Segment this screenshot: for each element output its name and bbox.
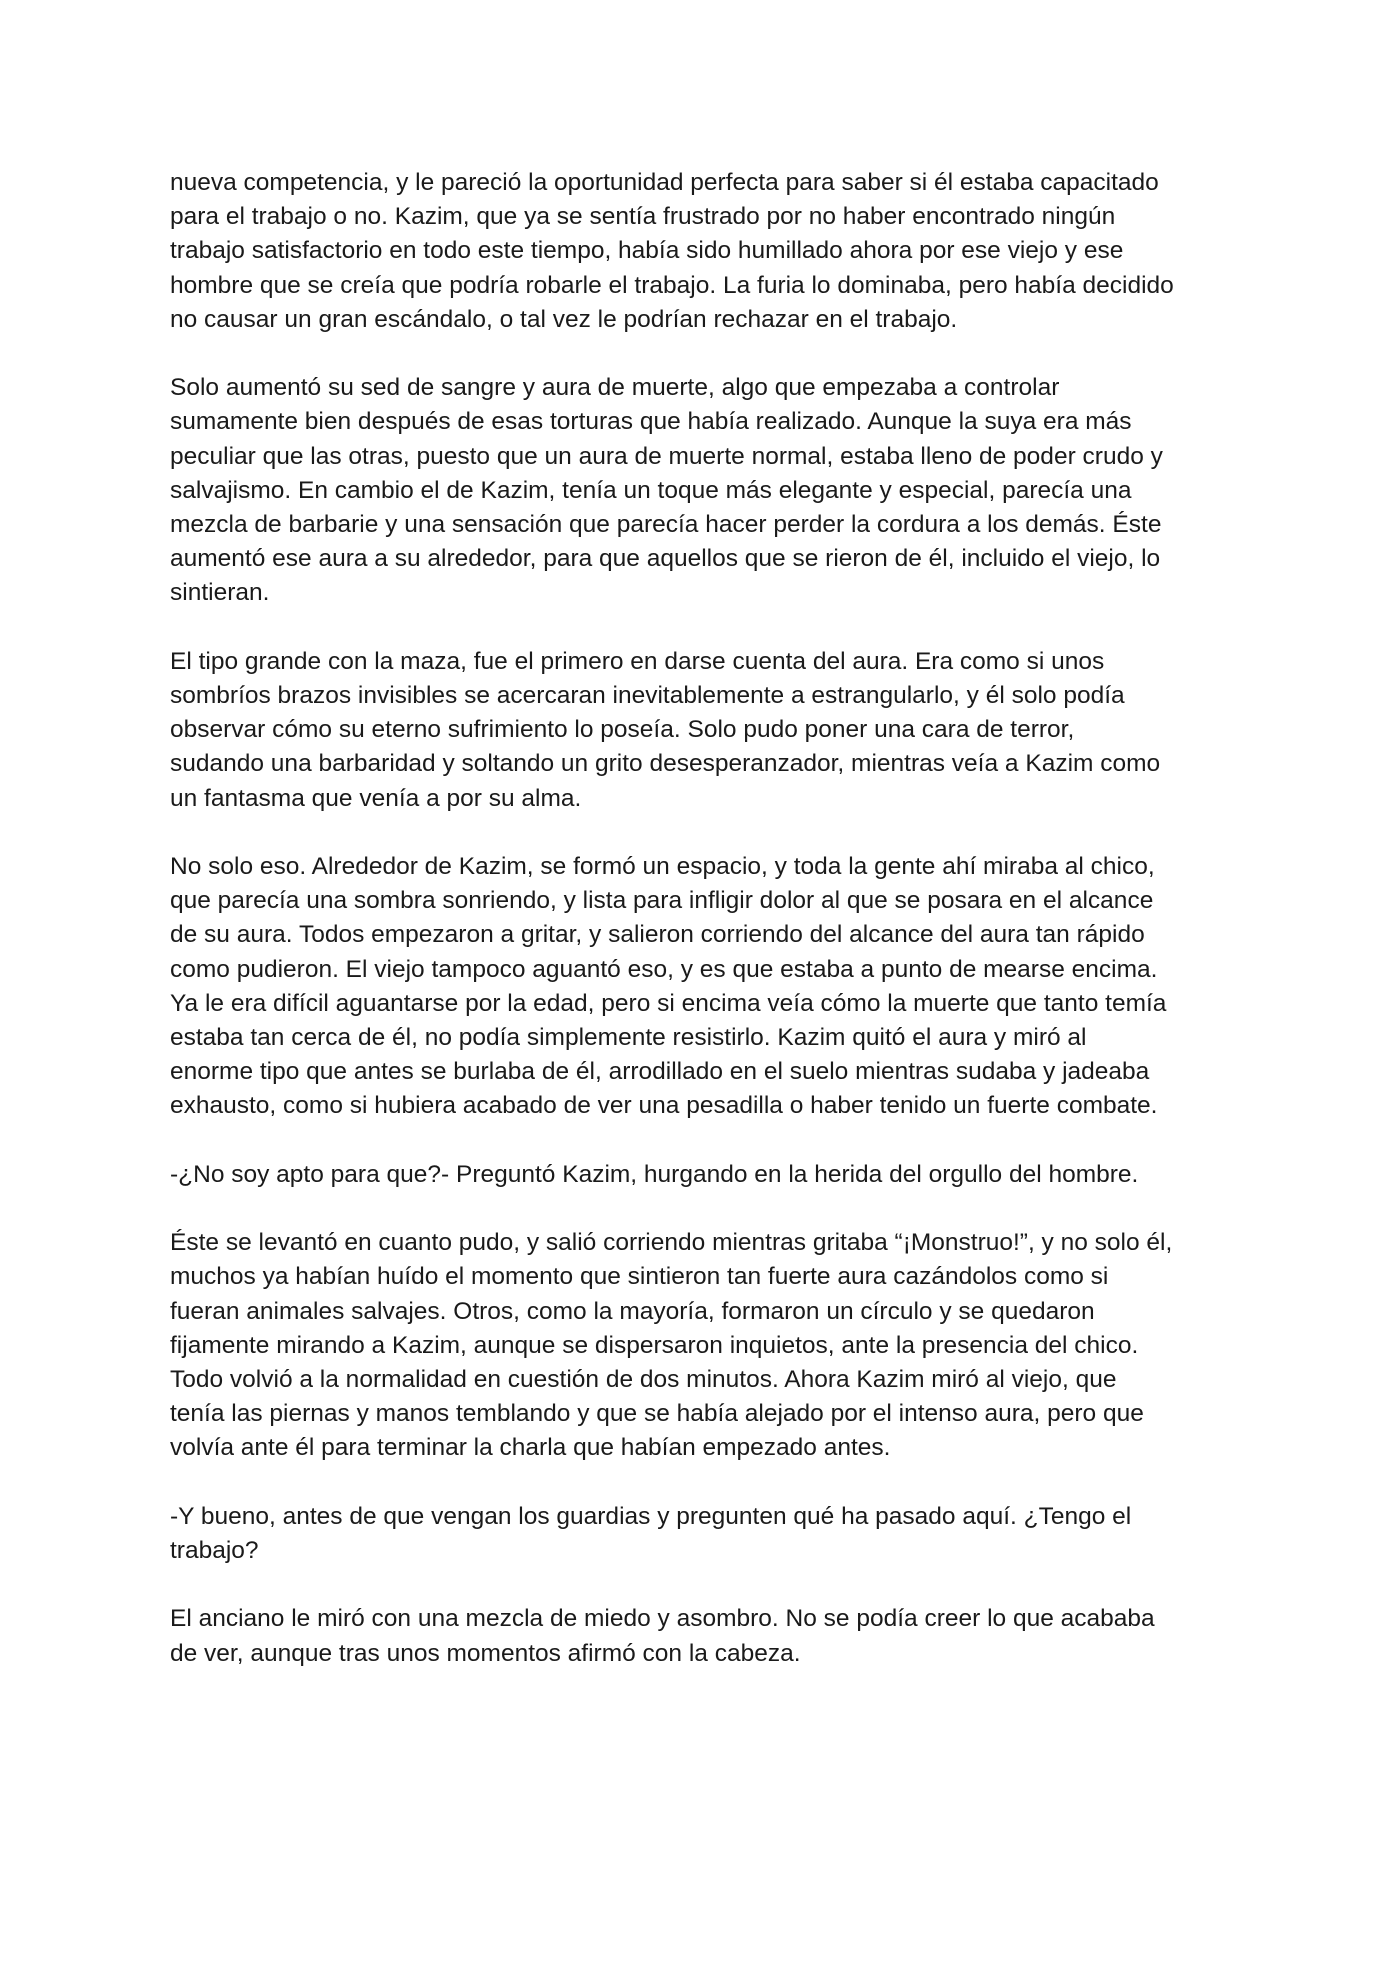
text-line: peculiar que las otras, puesto que un aura de muerte normal, estaba lleno de poder crudo y (170, 442, 1163, 470)
text-line: fijamente mirando a Kazim, aunque se dispersaron inquietos, ante la presencia del chico. (170, 1331, 1139, 1359)
text-line: un fantasma que venía a por su alma. (170, 784, 582, 812)
text-line: El anciano le miró con una mezcla de miedo y asombro. No se podía creer lo que acababa (170, 1605, 1155, 1633)
text-line: volvía ante él para terminar la charla que habían empezado antes. (170, 1434, 891, 1462)
text-line: fueran animales salvajes. Otros, como la mayoría, formaron un círculo y se quedaron (170, 1297, 1095, 1325)
paragraph-5 (170, 1158, 1250, 1192)
text-line: sombríos brazos invisibles se acercaran inevitablemente a estrangularlo, y él solo podía (170, 682, 1125, 710)
text-line: exhausto, como si hubiera acabado de ver una pesadilla o haber tenido un fuerte combate. (170, 1092, 1158, 1120)
text-line: Éste se levantó en cuanto pudo, y salió corriendo mientras gritaba “¡Monstruo!”, y no solo él, (170, 1229, 1173, 1257)
text-line: -Y bueno, antes de que vengan los guardias y pregunten qué ha pasado aquí. ¿Tengo el (170, 1502, 1132, 1530)
text-line: estaba tan cerca de él, no podía simplemente resistirlo. Kazim quitó el aura y miró al (170, 1024, 1087, 1052)
text-line: sumamente bien después de esas torturas que había realizado. Aunque la suya era más (170, 408, 1132, 436)
paragraph-3 (170, 645, 1250, 816)
text-line: que parecía una sombra sonriendo, y lista para infligir dolor al que se posara en el alcance (170, 887, 1154, 915)
text-line: trabajo? (170, 1537, 259, 1565)
text-line: no causar un gran escándalo, o tal vez le podrían rechazar en el trabajo. (170, 305, 958, 333)
document-body (170, 166, 1250, 1705)
text-line: sintieran. (170, 579, 270, 607)
text-line: para el trabajo o no. Kazim, que ya se sentía frustrado por no haber encontrado ningún (170, 203, 1116, 231)
text-line: observar cómo su eterno sufrimiento lo poseía. Solo pudo poner una cara de terror, (170, 716, 1075, 744)
text-line: nueva competencia, y le pareció la oportunidad perfecta para saber si él estaba capacitado (170, 169, 1159, 196)
text-line: tenía las piernas y manos temblando y que se había alejado por el intenso aura, pero que (170, 1400, 1144, 1428)
text-line: trabajo satisfactorio en todo este tiempo, había sido humillado ahora por ese viejo y ese (170, 237, 1124, 265)
text-line: Todo volvió a la normalidad en cuestión de dos minutos. Ahora Kazim miró al viejo, que (170, 1366, 1117, 1394)
text-line: No solo eso. Alrededor de Kazim, se formó un espacio, y toda la gente ahí miraba al chico, (170, 853, 1155, 881)
text-line: hombre que se creía que podría robarle el trabajo. La furia lo dominaba, pero había decidido (170, 271, 1174, 299)
paragraph-2 (170, 371, 1250, 610)
paragraph-1 (170, 166, 1250, 337)
text-line: como pudieron. El viejo tampoco aguantó eso, y es que estaba a punto de mearse encima. (170, 955, 1158, 983)
paragraph-8 (170, 1602, 1250, 1670)
text-line: salvajismo. En cambio el de Kazim, tenía un toque más elegante y especial, parecía una (170, 476, 1132, 504)
paragraph-6 (170, 1226, 1250, 1465)
text-line: mezcla de barbarie y una sensación que parecía hacer perder la cordura a los demás. Éste (170, 511, 1162, 539)
text-line: enorme tipo que antes se burlaba de él, arrodillado en el suelo mientras sudaba y jadeaba (170, 1058, 1150, 1086)
text-line: Ya le era difícil aguantarse por la edad, pero si encima veía cómo la muerte que tanto temía (170, 989, 1167, 1017)
text-line: sudando una barbaridad y soltando un grito desesperanzador, mientras veía a Kazim como (170, 750, 1161, 778)
text-line: Solo aumentó su sed de sangre y aura de muerte, algo que empezaba a controlar (170, 374, 1060, 402)
text-line: de su aura. Todos empezaron a gritar, y salieron corriendo del alcance del aura tan rápido (170, 921, 1145, 949)
text-line: -¿No soy apto para que?- Preguntó Kazim, hurgando en la herida del orgullo del hombre. (170, 1160, 1139, 1188)
text-line: muchos ya habían huído el momento que sintieron tan fuerte aura cazándolos como si (170, 1263, 1109, 1291)
paragraph-4 (170, 850, 1250, 1124)
text-line: aumentó ese aura a su alrededor, para que aquellos que se rieron de él, incluido el viejo, lo (170, 545, 1161, 573)
paragraph-7 (170, 1500, 1250, 1568)
text-line: El tipo grande con la maza, fue el primero en darse cuenta del aura. Era como si unos (170, 647, 1105, 675)
text-line: de ver, aunque tras unos momentos afirmó con la cabeza. (170, 1639, 801, 1667)
